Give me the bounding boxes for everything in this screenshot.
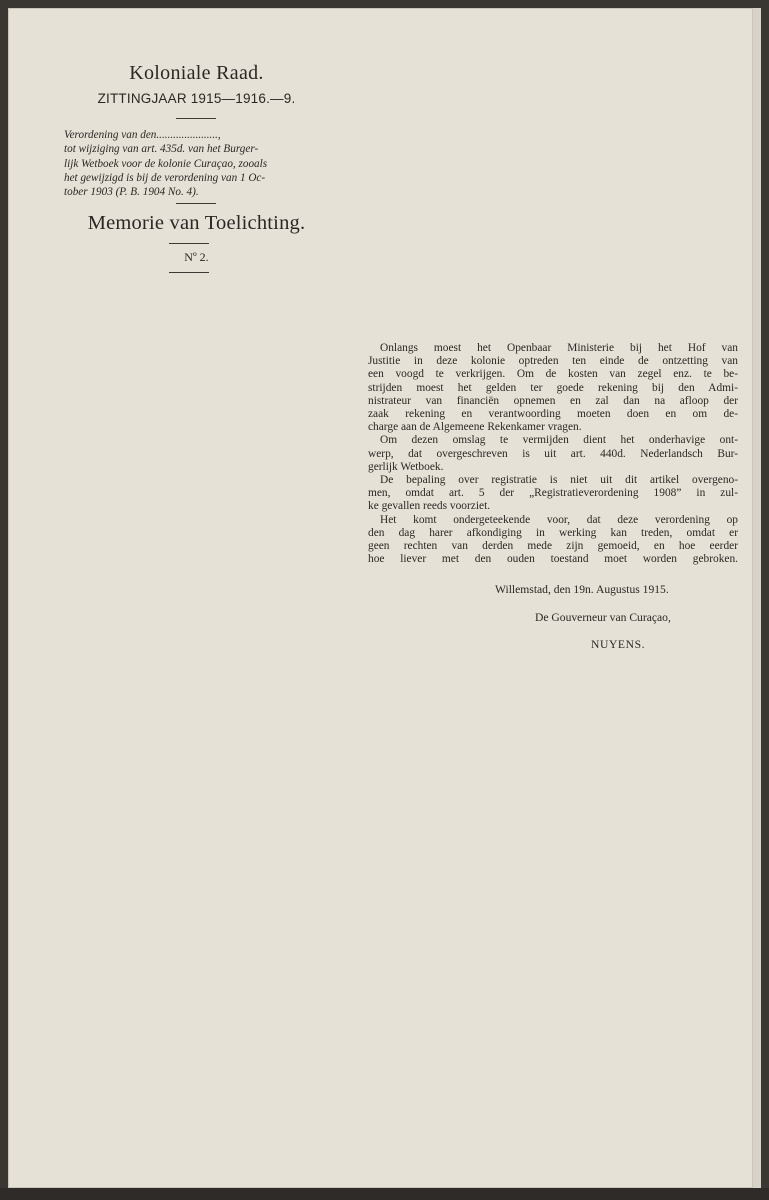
signatory-name: NUYENS. [591,638,646,651]
page-edge [753,8,761,1188]
divider-rule [169,272,209,273]
ordinance-line: Verordening van den......................, [64,129,221,141]
ordinance-line: tot wijziging van art. 435d. van het Burger- [64,143,259,156]
body-line: den dag harer afkondiging in werking kan treden, omdat er [368,526,738,539]
body-line: men, omdat art. 5 der „Registratieverordening 1908” in zul- [368,487,738,500]
divider-rule [176,118,216,119]
ordinance-line: het gewijzigd is bij de verordening van 1 Oc- [64,171,266,184]
ordinance-line: tober 1903 (P. B. 1904 No. 4). [64,186,199,199]
body-line: werp, dat overgeschreven is uit art. 440d. Nederlandsch Bur- [368,447,738,460]
body-line: De bepaling over registratie is niet uit dit artikel overgeno- [380,474,738,487]
body-line: Het komt ondergeteekende voor, dat deze verordening op [380,513,738,526]
document-number: Nº 2. [184,250,209,264]
session-year: ZITTINGJAAR 1915—1916.—9. [97,91,296,106]
council-title: Koloniale Raad. [129,62,264,84]
body-line: nistrateur van financiën opnemen en zal dan na afloop der [368,394,738,407]
body-line: hoe liever met den ouden toestand moet worden gebroken. [368,553,738,566]
body-line: Justitie in deze kolonie optreden ten einde de ontzetting van [368,355,738,368]
memorie-title: Memorie van Toelichting. [87,212,306,234]
body-text [368,342,738,566]
divider-rule [176,203,216,204]
body-line: zaak rekening en verantwoording moeten doen en om de- [368,408,738,421]
body-line: charge aan de Algemeene Rekenkamer vragen. [368,421,582,434]
body-line: een voogd te verkrijgen. Om de kosten van zegel enz. te be- [368,368,738,381]
governor-title: De Gouverneur van Curaçao, [535,611,671,624]
ordinance-description [64,128,329,199]
body-line: ke gevallen reeds voorziet. [368,500,491,513]
place-date: Willemstad, den 19n. Augustus 1915. [495,583,669,596]
ordinance-line: lijk Wetboek voor de kolonie Curaçao, zooals [64,157,268,170]
scan-border [0,1188,769,1200]
body-line: Om dezen omslag te vermijden dient het onderhavige ont- [380,434,738,447]
body-line: strijden moest het gelden ter goede rekening bij den Admi- [368,381,738,394]
body-line: geen rechten van derden mede zijn gemoeid, en hoe eerder [368,540,738,553]
body-line: gerlijk Wetboek. [368,460,444,473]
divider-rule [169,243,209,244]
body-line: Onlangs moest het Openbaar Ministerie bij het Hof van [380,342,738,354]
